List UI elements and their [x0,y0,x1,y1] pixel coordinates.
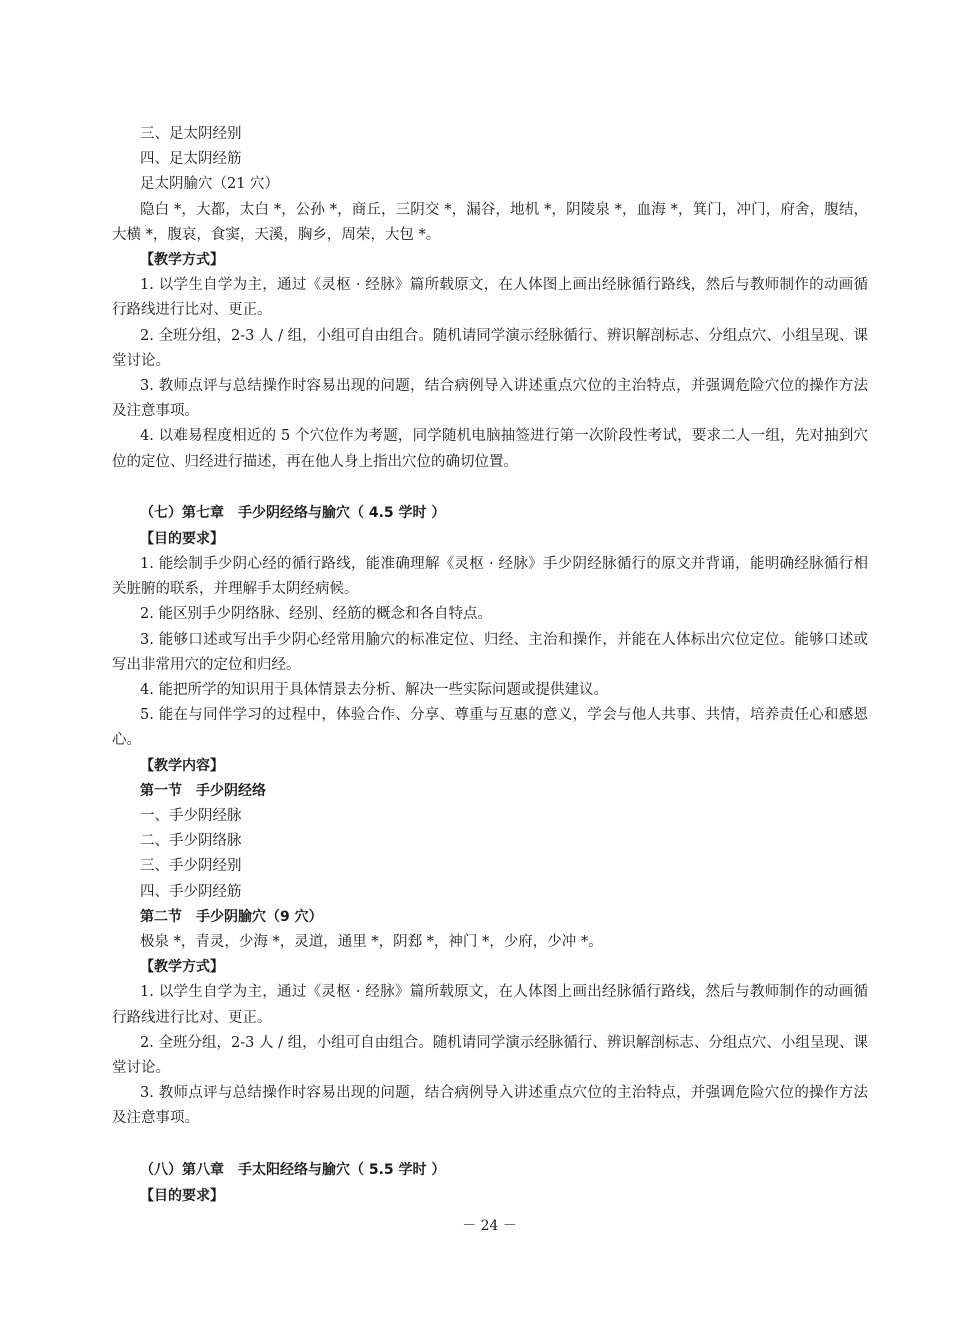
points-text: 隐白 *，大都，太白 *，公孙 *，商丘，三阴交 *，漏谷，地机 *，阴陵泉 *，血海 *，箕门，冲门，府舍，腹结，大横 *，腹哀，食窦，天溪，胸乡，周荣，大包 *。 [112,201,868,243]
method-paragraph: 2. 全班分组，2-3 人 / 组，小组可自由组合。随机请同学演示经脉循行、辨识解剖标志、分组点穴、小组呈现、课堂讨论。 [112,1034,868,1076]
page-content [112,122,868,1209]
method-paragraph: 4. 以难易程度相近的 5 个穴位作为考题，同学随机电脑抽签进行第一次阶段性考试，要求二人一组，先对抽到穴位的定位、归经进行描述，再在他人身上指出穴位的确切位置。 [112,428,868,470]
objective-paragraph: 5. 能在与同伴学习的过程中，体验合作、分享、尊重与互惠的意义，学会与他人共事、共情，培养责任心和感恩心。 [112,707,868,749]
method-heading: 【教学方式】 [140,959,224,976]
section-title: 第二节 手少阴腧穴（9 穴） [140,908,323,925]
objectives-heading: 【目的要求】 [140,1187,224,1204]
list-item: 四、足太阴经筋 [140,151,242,168]
objective-paragraph: 4. 能把所学的知识用于具体情景去分析、解决一些实际问题或提供建议。 [140,681,608,698]
section-gap [112,475,868,500]
method-heading: 【教学方式】 [140,251,224,268]
objective-paragraph: 3. 能够口述或写出手少阴心经常用腧穴的标准定位、归经、主治和操作，并能在人体标出穴位定位。能够口述或写出非常用穴的定位和归经。 [112,631,868,673]
section-title: 第一节 手少阴经络 [140,782,266,799]
method-paragraph: 3. 教师点评与总结操作时容易出现的问题，结合病例导入讲述重点穴位的主治特点，并强调危险穴位的操作方法及注意事项。 [112,377,868,420]
section-gap [112,1132,868,1157]
list-item: 二、手少阴络脉 [140,833,242,850]
objective-paragraph: 2. 能区别手少阴络脉、经别、经筋的概念和各自特点。 [140,606,492,623]
method-paragraph: 3. 教师点评与总结操作时容易出现的问题，结合病例导入讲述重点穴位的主治特点，并强调危险穴位的操作方法及注意事项。 [112,1085,868,1127]
chapter-title: （七）第七章 手少阴经络与腧穴（ 4.5 学时 ） [140,504,446,521]
points-heading: 足太阴腧穴（21 穴） [140,176,280,193]
chapter-title: （八）第八章 手太阳经络与腧穴（ 5.5 学时 ） [140,1161,446,1178]
page-number: － 24 － [462,1218,517,1234]
list-item: 一、手少阴经脉 [140,807,242,824]
list-item: 三、手少阴经别 [140,858,242,875]
method-paragraph: 1. 以学生自学为主，通过《灵枢 · 经脉》篇所载原文，在人体图上画出经脉循行路线，然后与教师制作的动画循行路线进行比对、更正。 [112,984,868,1026]
list-item: 四、手少阴经筋 [140,883,242,900]
objectives-heading: 【目的要求】 [140,530,224,547]
method-paragraph: 2. 全班分组，2-3 人 / 组，小组可自由组合。随机请同学演示经脉循行、辨识解剖标志、分组点穴、小组呈现、课堂讨论。 [112,327,868,369]
objective-paragraph: 1. 能绘制手少阴心经的循行路线，能准确理解《灵枢 · 经脉》手少阴经脉循行的原文并背诵，能明确经脉循行相关脏腑的联系，并理解手太阴经病候。 [112,555,868,598]
points-text: 极泉 *，青灵，少海 *，灵道，通里 *，阴郄 *，神门 *，少府，少冲 *。 [140,933,603,950]
list-item: 三、足太阴经别 [140,126,242,142]
content-heading: 【教学内容】 [140,757,224,774]
method-paragraph: 1. 以学生自学为主，通过《灵枢 · 经脉》篇所载原文，在人体图上画出经脉循行路线，然后与教师制作的动画循行路线进行比对、更正。 [112,277,868,319]
